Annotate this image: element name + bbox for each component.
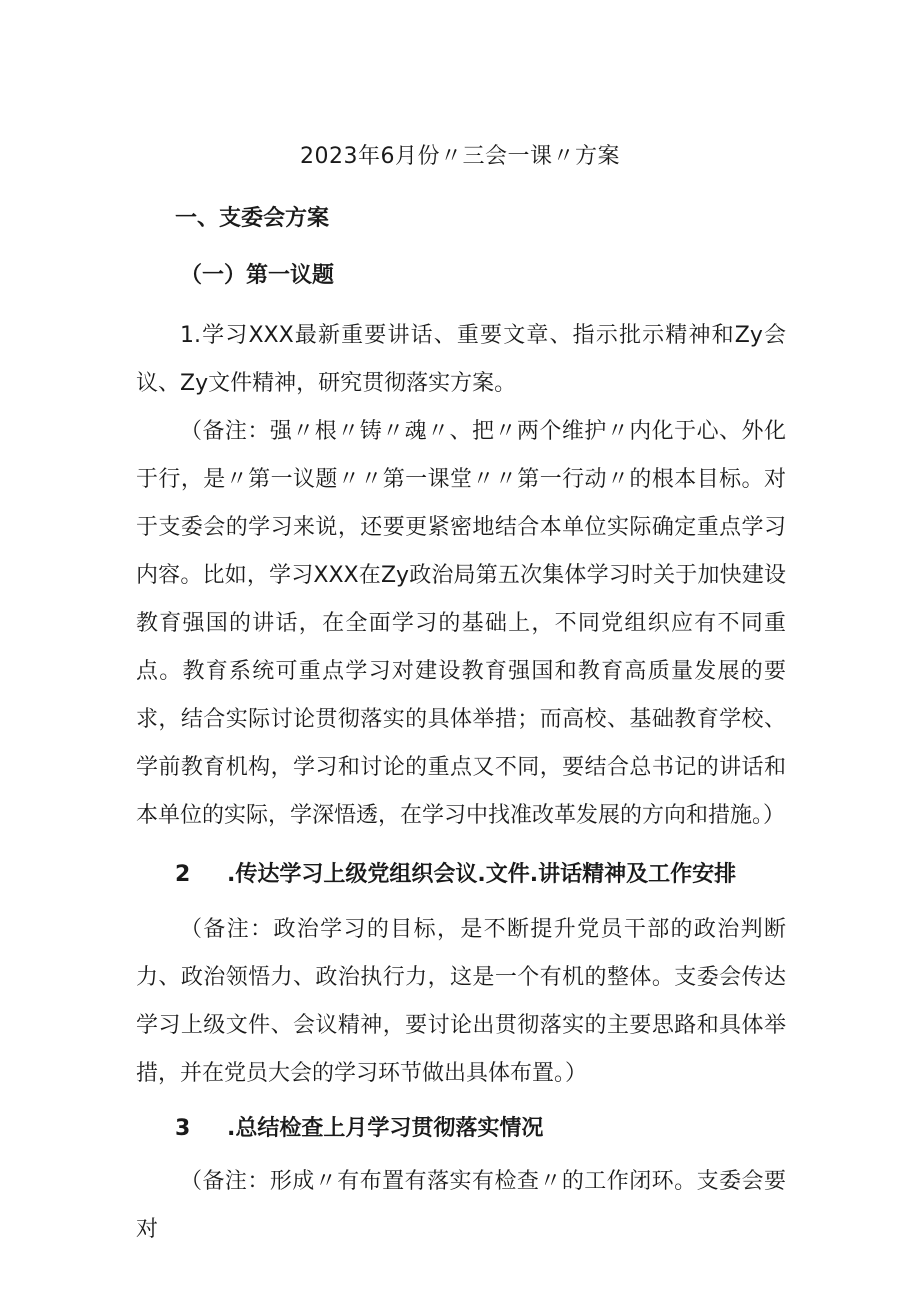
item-1-paragraph: 1.学习XXX最新重要讲话、重要文章、指示批示精神和Zy会议、Zy文件精神，研究贯彻落实方案。: [136, 323, 786, 396]
item-1-note-paragraph: （备注：强〃根〃铸〃魂〃、把〃两个维护〃内化于心、外化于行，是〃第一议题〃〃第一课堂〃〃第一行动〃的根本目标。对于支委会的学习来说，还要更紧密地结合本单位实际确定重点学习内容。比如，学习XXX在Zy政治局第五次集体学习时关于加快建设教育强国的讲话，在全面学习的基础上，不同党组织应有不同重点。教育系统可重点学习对建设教育强国和教育高质量发展的要求，结合实际讨论贯彻落实的具体举措；而高校、基础教育学校、学前教育机构，学习和讨论的重点又不同，要结合总书记的讲话和本单位的实际，学深悟透，在学习中找准改革发展的方向和措施。）: [136, 419, 786, 828]
section-heading-branch-committee: 一、支委会方案: [175, 206, 330, 231]
subsection-heading-first-topic: （一）第一议题: [180, 263, 335, 288]
item-2-number: 2: [175, 862, 191, 887]
item-2-heading: [175, 860, 736, 890]
item-2-title: .传达学习上级党组织会议.文件.讲话精神及工作安排: [227, 862, 737, 887]
item-3-title: .总结检查上月学习贯彻落实情况: [227, 1116, 544, 1141]
item-2-note-paragraph: （备注：政治学习的目标，是不断提升党员干部的政治判断力、政治领悟力、政治执行力，这是一个有机的整体。支委会传达学习上级文件、会议精神，要讨论出贯彻落实的主要思路和具体举措，并在党员大会的学习环节做出具体布置。）: [136, 917, 786, 1086]
item-3-number: 3: [175, 1116, 191, 1141]
item-3-heading: [175, 1114, 543, 1144]
item-3-note-paragraph: （备注：形成〃有布置有落实有检查〃的工作闭环。支委会要对: [136, 1169, 786, 1242]
document-title: 2023年6月份〃三会一课〃方案: [300, 144, 620, 169]
